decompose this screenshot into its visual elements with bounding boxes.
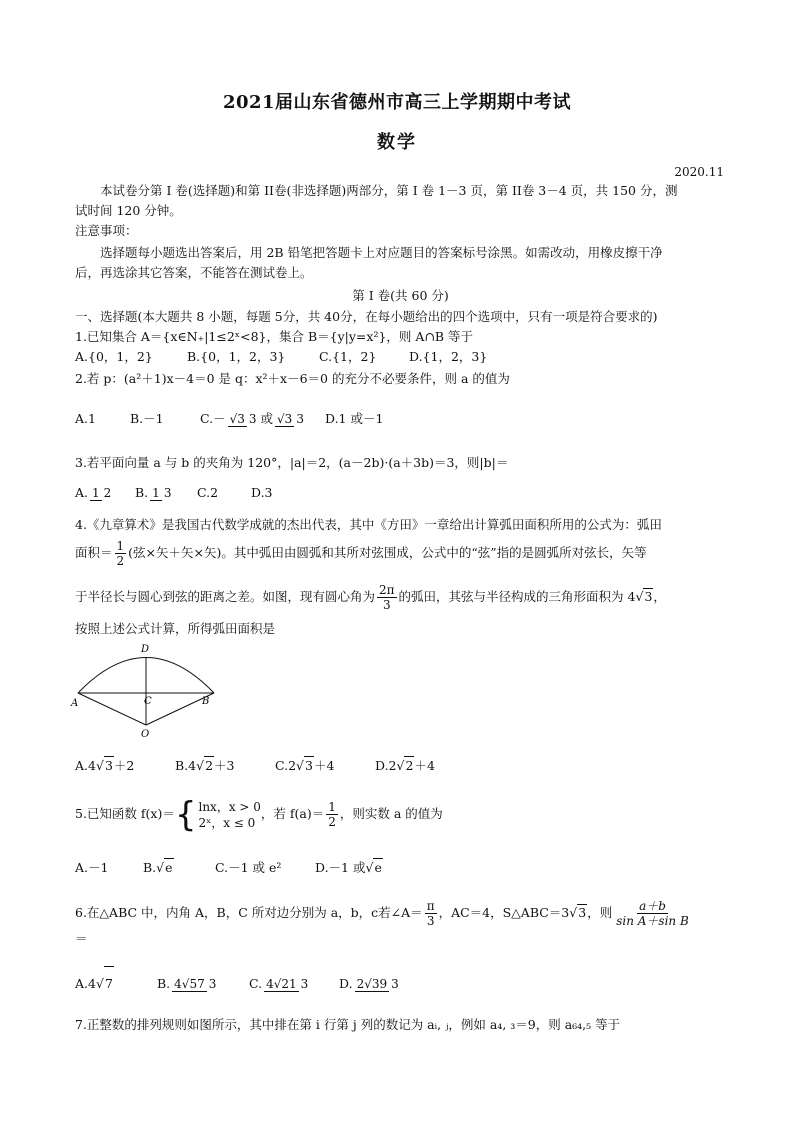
q4-line-1: 4.《九章算术》是我国古代数学成就的杰出代表，其中《方田》一章给出计算弧田面积所用的公式为：弧田 xyxy=(75,517,662,532)
q1-option-a: A.{0，1，2} xyxy=(75,349,153,364)
intro-line-1: 本试卷分第 I 卷(选择题)和第 II卷(非选择题)两部分，第 I 卷 1－3 页，第 II卷 3－4 页，共 150 分，测 xyxy=(100,183,678,198)
figure-label-d: D xyxy=(141,644,150,655)
figure-label-c: C xyxy=(144,696,152,707)
q5-option-a: A.－1 xyxy=(75,860,109,875)
q4-option-a: A.4√3＋2 xyxy=(75,758,135,773)
q2-options xyxy=(75,404,726,434)
intro-line-2: 试时间 120 分钟。 xyxy=(75,203,182,218)
q4-option-b: B.4√2＋3 xyxy=(175,758,235,773)
q2-option-c: C.－ √3 3 或 √3 3 xyxy=(200,411,304,426)
figure-label-o: O xyxy=(141,729,150,740)
q1-option-c: C.{1，2} xyxy=(319,349,377,364)
q5-option-b: B.√e xyxy=(143,860,173,875)
notice-line-1: 选择题每小题选出答案后，用 2B 铅笔把答题卡上对应题目的答案标号涂黑。如需改动，用橡皮擦干净 xyxy=(100,245,663,260)
q2-option-b: B.－1 xyxy=(130,411,164,426)
q2-option-c-fraction-2: √3 3 xyxy=(277,412,304,426)
q6-options xyxy=(75,966,726,1001)
q6-option-d: D. 2√39 3 xyxy=(339,976,399,991)
q4-line-2: 面积＝ $\frac{1}{2}$ (弦×矢＋矢×矢)。其中弧田由圆弧和其所对弦围成，公式中的“弦”指的是圆弧所对弦长，矢等 xyxy=(75,539,647,568)
q1-option-b: B.{0，1，2，3} xyxy=(187,349,286,364)
q6-option-b: B. 4√57 3 xyxy=(157,976,217,991)
q1-stem: 1.已知集合 A＝{x∈N₊|1≤2ˣ<8}，集合 B＝{y|y=x²}，则 A∩B 等于 xyxy=(75,329,474,344)
q1-option-d: D.{1，2，3} xyxy=(409,349,488,364)
q1-options xyxy=(75,348,726,366)
figure-label-b: B xyxy=(202,696,210,707)
q3-options xyxy=(75,478,726,508)
exam-title: 2021届山东省德州市高三上学期期中考试 xyxy=(222,92,572,113)
q4-line-3: 于半径长与圆心到弦的距离之差。如图，现有圆心角为 $\frac{2\pi}{3}$ 的弧田，其弦与半径构成的三角形面积为 4√3， xyxy=(75,583,666,612)
q3-stem: 3.若平面向量 a 与 b 的夹角为 120°，|a|＝2，(a－2b)·(a＋3b)＝3，则|b|＝ xyxy=(75,455,509,470)
q3-option-b: B. 1 3 xyxy=(135,485,172,500)
q4-options xyxy=(75,756,726,775)
q2-option-c-fraction-1: √3 3 xyxy=(229,412,257,426)
q5-option-d: D.－1 或√e xyxy=(315,860,382,875)
part-title: 第 I 卷(共 60 分) xyxy=(352,288,449,303)
q2-option-d: D.1 或－1 xyxy=(325,411,384,426)
section-heading: 一、选择题(本大题共 8 小题，每题 5分，共 40分，在每小题给出的四个选项中，只有一项是符合要求的) xyxy=(75,309,658,324)
q2-option-a: A.1 xyxy=(75,411,96,426)
q6-equals: ＝ xyxy=(75,931,88,946)
q3-option-c: C.2 xyxy=(197,485,219,500)
q6-option-a: A.4√7 xyxy=(75,966,157,1001)
notice-line-2: 后，再选涂其它答案，不能答在测试卷上。 xyxy=(75,265,313,280)
q5-option-c: C.－1 或 e² xyxy=(215,860,282,875)
q4-line-4: 按照上述公式计算，所得弧田面积是 xyxy=(75,621,276,636)
q5-case-2: 2ˣ，x ≤ 0 xyxy=(198,815,256,830)
q2-stem: 2.若 p：(a²＋1)x－4＝0 是 q：x²＋x－6＝0 的充分不必要条件，则 a 的值为 xyxy=(75,371,510,386)
figure-label-a: A xyxy=(71,698,79,709)
q7-stem: 7.正整数的排列规则如图所示，其中排在第 i 行第 j 列的数记为 aᵢ, ⱼ，例如 a₄, ₃＝9，则 a₆₄,₅ 等于 xyxy=(75,1017,621,1032)
q5-case-1: lnx，x > 0 xyxy=(198,799,261,814)
q5-stem: 5.已知函数 f(x)＝ { lnx，x > 0 2ˣ，x ≤ 0 ，若 f(a)＝ $\frac{1}{2}$ ，则实数 a 的值为 xyxy=(75,794,443,835)
notice-label: 注意事项： xyxy=(75,223,138,238)
q3-option-d: D.3 xyxy=(251,485,273,500)
q4-option-c: C.2√3＋4 xyxy=(275,758,335,773)
q5-options xyxy=(75,858,726,877)
q6-option-c: C. 4√21 3 xyxy=(249,976,309,991)
q3-option-a: A. 1 2 xyxy=(75,485,112,500)
exam-subject: 数学 xyxy=(377,132,417,153)
q6-stem: 6.在△ABC 中，内角 A，B，C 所对边分别为 a，b，c若∠A＝ $\frac{\pi}{3}$ ，AC＝4，S△ABC＝3√3，则 $\frac{a+b}{\text{sin A＋sin B}}$ xyxy=(75,899,689,928)
q4-arc-figure xyxy=(68,640,228,740)
q4-option-d: D.2√2＋4 xyxy=(375,758,435,773)
exam-date: 2020.11 xyxy=(674,165,724,179)
